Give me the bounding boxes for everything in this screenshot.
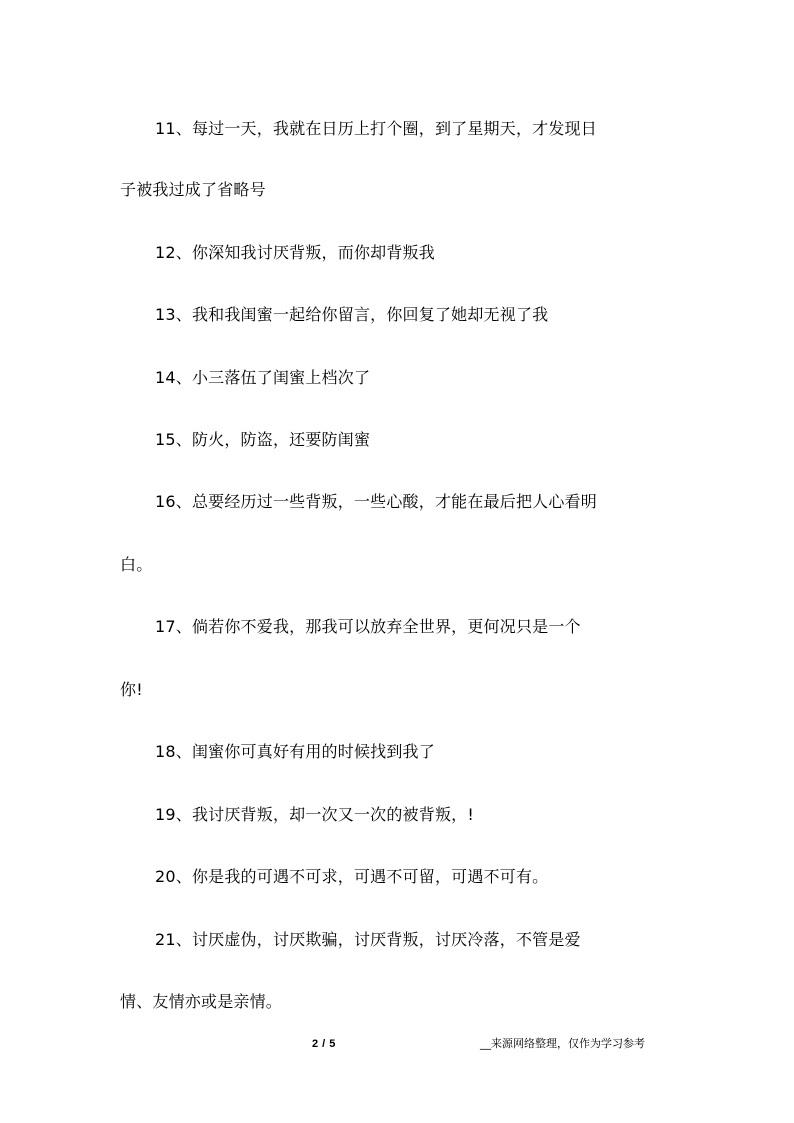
item-19: 19、我讨厌背叛，却一次又一次的被背叛，! bbox=[155, 805, 474, 824]
item-17-line-1: 17、倘若你不爱我，那我可以放弃全世界，更何况只是一个 bbox=[155, 617, 581, 636]
source-note: __来源网络整理，仅作为学习参考 bbox=[480, 1037, 645, 1050]
item-16-line-2: 白。 bbox=[120, 555, 153, 574]
item-21-line-1: 21、讨厌虚伪，讨厌欺骗，讨厌背叛，讨厌冷落，不管是爱 bbox=[155, 930, 581, 949]
item-12: 12、你深知我讨厌背叛，而你却背叛我 bbox=[155, 243, 435, 262]
item-20: 20、你是我的可遇不可求，可遇不可留，可遇不可有。 bbox=[155, 867, 549, 886]
item-17-line-2: 你! bbox=[120, 680, 143, 699]
item-18: 18、闺蜜你可真好有用的时候找到我了 bbox=[155, 742, 435, 761]
item-21-line-2: 情、友情亦或是亲情。 bbox=[120, 992, 283, 1011]
item-14: 14、小三落伍了闺蜜上档次了 bbox=[155, 368, 371, 387]
item-11-line-2: 子被我过成了省略号 bbox=[120, 180, 266, 199]
item-16-line-1: 16、总要经历过一些背叛，一些心酸，才能在最后把人心看明 bbox=[155, 492, 597, 511]
item-13: 13、我和我闺蜜一起给你留言，你回复了她却无视了我 bbox=[155, 305, 549, 324]
item-11-line-1: 11、每过一天，我就在日历上打个圈，到了星期天，才发现日 bbox=[155, 119, 597, 138]
item-15: 15、防火，防盗，还要防闺蜜 bbox=[155, 430, 371, 449]
page-number: 2 / 5 bbox=[312, 1038, 336, 1050]
